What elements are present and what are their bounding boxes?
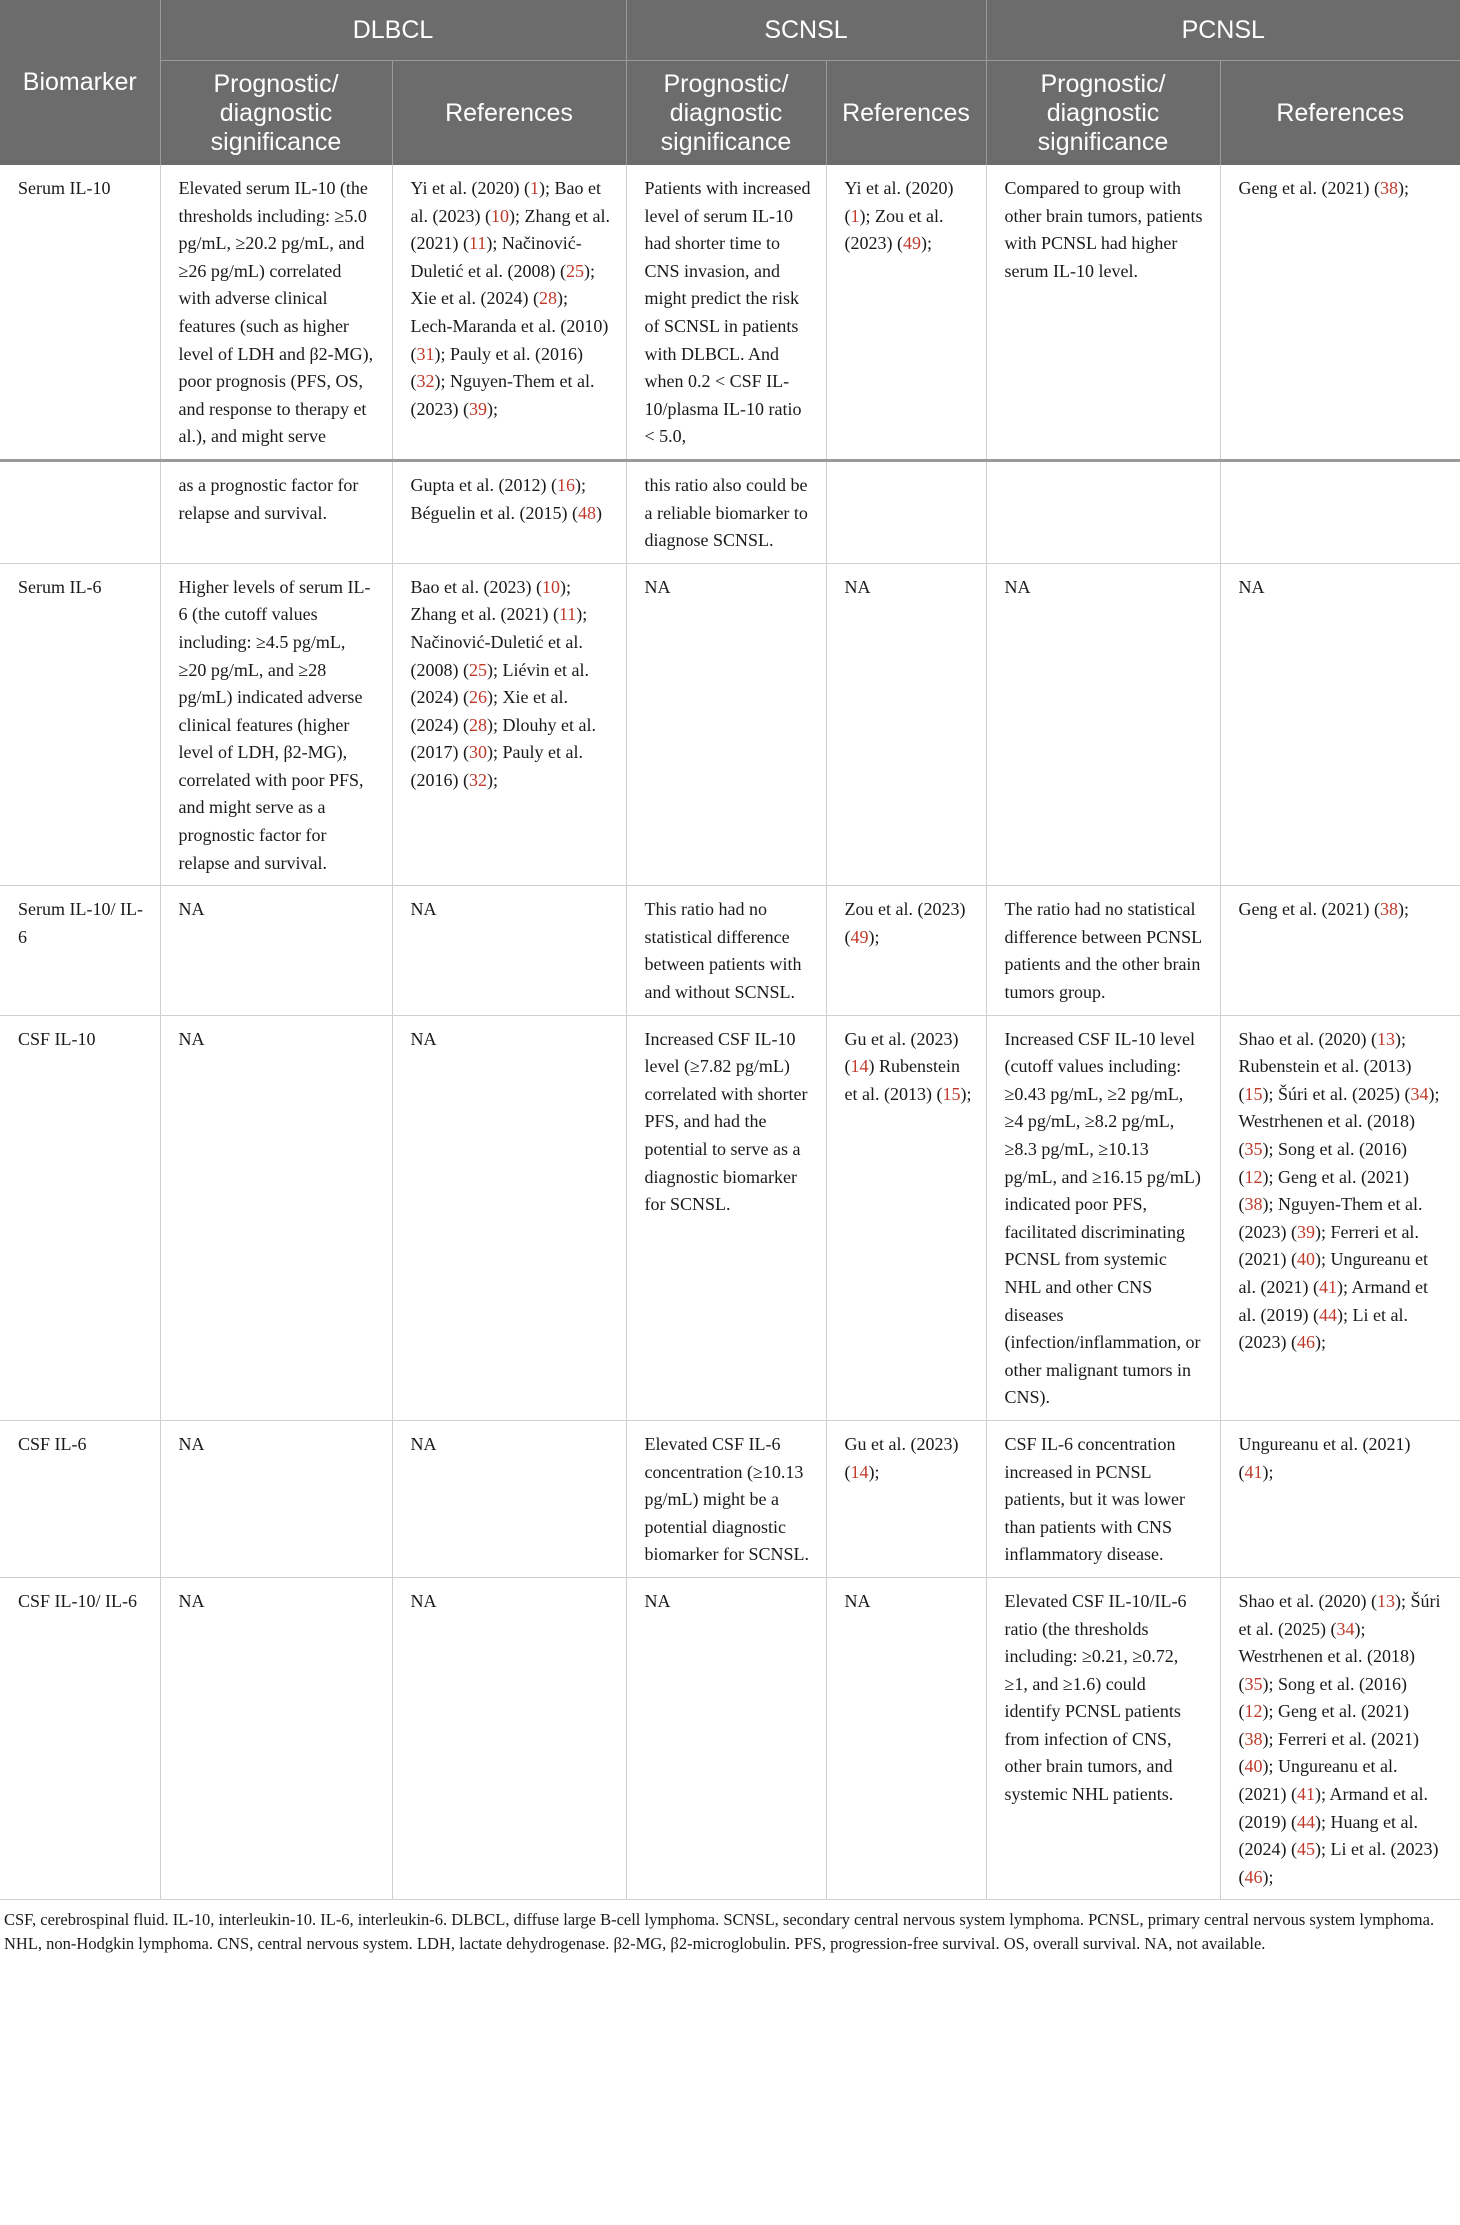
reference-text: Geng et al. (2021) ( <box>1238 1166 1409 1215</box>
reference-text: Dlouhy et al. (2017) ( <box>410 714 596 763</box>
reference-end: ); <box>1314 1784 1326 1805</box>
reference-number-link[interactable]: 10 <box>490 205 509 226</box>
reference-end: ); <box>1262 1461 1274 1482</box>
reference-entry <box>1239 899 1409 919</box>
reference-text: Yi et al. (2020) ( <box>844 178 954 226</box>
reference-text: Bao et al. (2023) ( <box>410 178 601 226</box>
reference-end: ); <box>1314 1332 1326 1353</box>
reference-number-link[interactable]: 38 <box>1379 899 1398 920</box>
reference-text: Shao et al. (2020) ( <box>1238 1590 1377 1611</box>
reference-text: Li et al. (2023) ( <box>1238 1839 1439 1887</box>
table-header <box>0 0 1460 165</box>
cell-biomarker <box>0 460 160 563</box>
reference-text: Song et al. (2016) ( <box>1238 1139 1407 1187</box>
reference-text: Načinović-Duletić et al. (2008) ( <box>410 233 582 281</box>
cell-scnsl-significance: this ratio also could be a reliable biomarker to diagnose SCNSL. <box>626 460 826 563</box>
reference-na: NA <box>410 1028 437 1049</box>
reference-text: Huang et al. (2024) ( <box>1238 1811 1418 1860</box>
reference-entry <box>845 1434 959 1482</box>
reference-end: ); <box>1262 1194 1274 1215</box>
reference-end: ); <box>868 926 880 947</box>
reference-end: ); <box>486 687 498 708</box>
reference-number-link[interactable]: 48 <box>577 502 596 523</box>
reference-entry <box>411 503 602 523</box>
reference-number-link[interactable]: 41 <box>1244 1461 1263 1482</box>
reference-end: ); <box>1354 1618 1366 1639</box>
cell-scnsl-significance: Elevated CSF IL-6 concentration (≥10.13 pg/mL) might be a potential diagnostic biomarker for SCNSL. <box>626 1420 826 1577</box>
reference-number-link[interactable]: 13 <box>1376 1590 1395 1611</box>
cell-biomarker: Serum IL-10 <box>0 165 160 460</box>
reference-end: ); <box>1262 1083 1274 1104</box>
reference-number-link[interactable]: 15 <box>1244 1083 1263 1104</box>
reference-number-link[interactable]: 14 <box>850 1056 869 1077</box>
reference-number-link[interactable]: 12 <box>1244 1166 1263 1187</box>
cell-dlbcl-references <box>392 1577 626 1900</box>
reference-entry <box>411 475 586 495</box>
cell-pcnsl-references <box>1220 886 1460 1015</box>
reference-number-link[interactable]: 1 <box>850 205 860 226</box>
reference-end: ); <box>574 474 586 495</box>
reference-end: ) <box>595 502 602 523</box>
table-row <box>0 563 1460 886</box>
cell-pcnsl-references <box>1220 1015 1460 1420</box>
cell-scnsl-references <box>826 1577 986 1900</box>
reference-text: Ungureanu et al. (2021) ( <box>1238 1756 1398 1805</box>
reference-number-link[interactable]: 14 <box>850 1461 869 1482</box>
reference-text: Geng et al. (2021) ( <box>1238 899 1380 920</box>
reference-number-link[interactable]: 11 <box>468 233 487 254</box>
table-row <box>0 460 1460 563</box>
reference-text: Šúri et al. (2025) ( <box>1238 1590 1441 1639</box>
reference-number-link[interactable]: 16 <box>556 474 575 495</box>
reference-end: ); <box>538 178 550 198</box>
reference-number-link[interactable]: 46 <box>1244 1866 1263 1887</box>
reference-number-link[interactable]: 40 <box>1296 1249 1315 1270</box>
cell-scnsl-significance: Increased CSF IL-10 level (≥7.82 pg/mL) correlated with shorter PFS, and had the potential to serve as a diagnostic biomarker for SCNSL. <box>626 1015 826 1420</box>
cell-pcnsl-significance: CSF IL-6 concentration increased in PCNSL patients, but it was lower than patients with CNS inflammatory disease. <box>986 1420 1220 1577</box>
cell-dlbcl-significance: Elevated serum IL-10 (the thresholds including: ≥5.0 pg/mL, ≥20.2 pg/mL, and ≥26 pg/mL) correlated with adverse clinical features (such as higher level of LDH and β2-MG), poor prognosis (PFS, OS, and response to therapy et al.), and might serve <box>160 165 392 460</box>
cell-scnsl-references <box>826 1015 986 1420</box>
cell-scnsl-significance: Patients with increased level of serum IL-10 had shorter time to CNS invasion, and might predict the risk of SCNSL in patients with DLBCL. And when 0.2 < CSF IL-10/plasma IL-10 ratio < 5.0, <box>626 165 826 460</box>
table-row <box>0 1420 1460 1577</box>
reference-number-link[interactable]: 38 <box>1244 1194 1263 1215</box>
reference-end: ); <box>960 1083 972 1104</box>
reference-number-link[interactable]: 13 <box>1376 1028 1395 1049</box>
reference-end: ); <box>1262 1166 1274 1187</box>
reference-text: Lech-Maranda et al. (2010) ( <box>410 315 609 364</box>
reference-text: Béguelin et al. (2015) ( <box>410 502 578 523</box>
cell-pcnsl-significance <box>986 460 1220 563</box>
reference-number-link[interactable]: 49 <box>902 233 921 254</box>
reference-entry <box>1239 1434 1411 1482</box>
reference-number-link[interactable]: 45 <box>1296 1839 1315 1860</box>
reference-end: ); <box>556 288 568 309</box>
reference-end: ); <box>486 233 498 254</box>
cell-dlbcl-references <box>392 886 626 1015</box>
reference-text: Gu et al. (2023) ( <box>844 1028 959 1077</box>
reference-number-link[interactable]: 34 <box>1410 1083 1429 1104</box>
reference-text: Song et al. (2016) ( <box>1238 1673 1407 1722</box>
cell-pcnsl-references <box>1220 563 1460 886</box>
reference-entry <box>411 604 588 624</box>
reference-text: Zou et al. (2023) ( <box>844 899 966 947</box>
reference-entry <box>411 178 550 198</box>
reference-entry <box>1239 1591 1406 1611</box>
reference-end: ); <box>486 769 498 790</box>
reference-text: Pauly et al. (2016) ( <box>410 742 583 790</box>
reference-text: Geng et al. (2021) ( <box>1238 1701 1409 1749</box>
cell-pcnsl-significance: The ratio had no statistical difference between PCNSL patients and the other brain tumors group. <box>986 886 1220 1015</box>
reference-end: ); <box>1262 1728 1274 1749</box>
reference-number-link[interactable]: 41 <box>1318 1276 1337 1297</box>
reference-text: Rubenstein et al. (2013) ( <box>844 1056 960 1104</box>
cell-dlbcl-significance: NA <box>160 886 392 1015</box>
reference-number-link[interactable]: 28 <box>538 288 557 309</box>
header-pcnsl-references: References <box>1220 61 1460 166</box>
cell-scnsl-references <box>826 886 986 1015</box>
reference-end: ); <box>1262 1866 1274 1887</box>
reference-number-link[interactable]: 38 <box>1244 1728 1263 1749</box>
cell-scnsl-references <box>826 563 986 886</box>
reference-entry <box>1239 178 1409 198</box>
reference-entry <box>411 288 568 308</box>
reference-number-link[interactable]: 1 <box>529 178 539 198</box>
reference-number-link[interactable]: 41 <box>1296 1784 1315 1805</box>
reference-text: Xie et al. (2024) ( <box>410 687 568 735</box>
cell-dlbcl-significance: NA <box>160 1577 392 1900</box>
reference-text: Yi et al. (2020) ( <box>410 178 530 198</box>
reference-text: Ungureanu et al. (2021) ( <box>1238 1249 1428 1297</box>
table-footnote: CSF, cerebrospinal fluid. IL-10, interleukin-10. IL-6, interleukin-6. DLBCL, diffuse large B-cell lymphoma. SCNSL, secondary central nervous system lymphoma. PCNSL, primary central nervous system lymphoma. NHL, non-Hodgkin lymphoma. CNS, central nervous system. LDH, lactate dehydrogenase. β2-MG, β2-microglobulin. PFS, progression-free survival. OS, overall survival. NA, not available. <box>4 1910 1435 1954</box>
cell-pcnsl-references <box>1220 460 1460 563</box>
reference-end: ); <box>559 576 571 597</box>
reference-end: ); <box>1262 1673 1274 1694</box>
reference-text: Geng et al. (2021) ( <box>1238 178 1380 198</box>
cell-pcnsl-references <box>1220 1577 1460 1900</box>
reference-text: Zhang et al. (2021) ( <box>410 604 559 625</box>
reference-text: Zhang et al. (2021) ( <box>410 205 610 254</box>
reference-text: Westrhenen et al. (2018) ( <box>1238 1111 1415 1159</box>
header-dlbcl-significance: Prognostic/ diagnostic significance <box>160 61 392 166</box>
reference-text: Armand et al. (2019) ( <box>1238 1276 1428 1325</box>
reference-end: ); <box>1314 1839 1326 1860</box>
reference-number-link[interactable]: 38 <box>1379 178 1398 198</box>
cell-pcnsl-significance: NA <box>986 563 1220 886</box>
reference-end: ); <box>1336 1304 1348 1325</box>
table-row <box>0 1577 1460 1900</box>
cell-dlbcl-significance: NA <box>160 1420 392 1577</box>
cell-dlbcl-references <box>392 165 626 460</box>
reference-entry <box>1239 1029 1406 1049</box>
reference-number-link[interactable]: 25 <box>565 260 584 281</box>
reference-number-link[interactable]: 32 <box>468 769 487 790</box>
reference-text: Šúri et al. (2025) ( <box>1278 1083 1411 1104</box>
cell-biomarker: Serum IL-10/ IL-6 <box>0 886 160 1015</box>
header-group-scnsl: SCNSL <box>626 0 986 61</box>
reference-end: ); <box>486 742 498 763</box>
cell-scnsl-references <box>826 1420 986 1577</box>
cell-pcnsl-references <box>1220 165 1460 460</box>
header-scnsl-references: References <box>826 61 986 166</box>
reference-text: Ferreri et al. (2021) ( <box>1238 1728 1419 1777</box>
cell-scnsl-references <box>826 165 986 460</box>
reference-na: NA <box>1238 576 1265 597</box>
reference-number-link[interactable]: 40 <box>1244 1756 1263 1777</box>
header-scnsl-significance: Prognostic/ diagnostic significance <box>626 61 826 166</box>
reference-number-link[interactable]: 32 <box>416 371 435 392</box>
reference-end: ); <box>1336 1276 1348 1297</box>
reference-end: ); <box>508 205 520 226</box>
reference-number-link[interactable]: 31 <box>416 343 435 364</box>
reference-number-link[interactable]: 39 <box>468 398 487 419</box>
cell-dlbcl-significance: Higher levels of serum IL-6 (the cutoff values including: ≥4.5 pg/mL, ≥20 pg/mL, and ≥28 pg/mL) indicated adverse clinical features (higher level of LDH, β2-MG), correlated with poor PFS, and might serve as a prognostic factor for relapse and survival. <box>160 563 392 886</box>
reference-end: ); <box>1314 1221 1326 1242</box>
reference-na: NA <box>844 576 871 597</box>
reference-number-link[interactable]: 46 <box>1296 1332 1315 1353</box>
reference-end: ); <box>583 260 595 281</box>
cell-dlbcl-references <box>392 563 626 886</box>
reference-end: ) <box>868 1056 875 1077</box>
reference-number-link[interactable]: 12 <box>1244 1701 1263 1722</box>
cell-biomarker: CSF IL-10/ IL-6 <box>0 1577 160 1900</box>
cell-scnsl-significance: NA <box>626 1577 826 1900</box>
reference-end: ); <box>1397 899 1409 920</box>
reference-end: ); <box>1394 1590 1406 1611</box>
reference-end: ); <box>576 604 588 625</box>
reference-number-link[interactable]: 26 <box>468 687 487 708</box>
reference-entry <box>411 577 571 597</box>
reference-text: Armand et al. (2019) ( <box>1238 1784 1428 1832</box>
cell-pcnsl-significance: Increased CSF IL-10 level (cutoff values including: ≥0.43 pg/mL, ≥2 pg/mL, ≥4 pg/mL, ≥8.2 pg/mL, ≥8.3 pg/mL, ≥10.13 pg/mL, and ≥16.15 pg/mL) indicated poor PFS, facilitated discriminating PCNSL from systemic NHL and other CNS diseases (infection/inflammation, or other malignant tumors in CNS). <box>986 1015 1220 1420</box>
reference-number-link[interactable]: 44 <box>1318 1304 1337 1325</box>
header-dlbcl-references: References <box>392 61 626 166</box>
reference-na: NA <box>410 1433 437 1454</box>
cell-dlbcl-references <box>392 460 626 563</box>
cell-scnsl-references <box>826 460 986 563</box>
header-biomarker: Biomarker <box>0 0 160 165</box>
reference-text: Pauly et al. (2016) ( <box>410 343 583 392</box>
reference-number-link[interactable]: 44 <box>1296 1811 1315 1832</box>
reference-text: Ferreri et al. (2021) ( <box>1238 1221 1419 1270</box>
reference-na: NA <box>844 1590 871 1611</box>
cell-dlbcl-significance: NA <box>160 1015 392 1420</box>
cell-pcnsl-significance: Elevated CSF IL-10/IL-6 ratio (the thresholds including: ≥0.21, ≥0.72, ≥1, and ≥1.6) could identify PCNSL patients from infection of CNS, other brain tumors, and systemic NHL patients. <box>986 1577 1220 1900</box>
reference-text: Gu et al. (2023) ( <box>844 1433 959 1482</box>
reference-number-link[interactable]: 39 <box>1296 1221 1315 1242</box>
reference-text: Nguyen-Them et al. (2023) ( <box>1238 1194 1423 1242</box>
cell-dlbcl-references <box>392 1015 626 1420</box>
reference-number-link[interactable]: 49 <box>850 926 869 947</box>
cell-biomarker: CSF IL-6 <box>0 1420 160 1577</box>
reference-number-link[interactable]: 30 <box>468 742 487 763</box>
reference-end: ); <box>434 343 446 364</box>
reference-end: ); <box>1314 1249 1326 1270</box>
reference-entry <box>845 899 966 947</box>
reference-end: ); <box>1314 1811 1326 1832</box>
reference-end: ); <box>868 1461 880 1482</box>
table-row <box>0 1015 1460 1420</box>
reference-end: ); <box>486 659 498 680</box>
reference-number-link[interactable]: 28 <box>468 714 487 735</box>
table-row <box>0 886 1460 1015</box>
reference-entry <box>1278 1084 1439 1104</box>
cell-pcnsl-references <box>1220 1420 1460 1577</box>
table-body <box>0 165 1460 1900</box>
reference-number-link[interactable]: 10 <box>541 576 560 597</box>
cell-scnsl-significance: NA <box>626 563 826 886</box>
reference-end: ); <box>920 233 932 254</box>
reference-number-link[interactable]: 34 <box>1336 1618 1355 1639</box>
reference-text: Li et al. (2023) ( <box>1238 1304 1408 1353</box>
table-row <box>0 165 1460 460</box>
cell-pcnsl-significance: Compared to group with other brain tumors, patients with PCNSL had higher serum IL-10 level. <box>986 165 1220 460</box>
cell-dlbcl-references <box>392 1420 626 1577</box>
reference-end: ); <box>1394 1028 1406 1049</box>
reference-end: ); <box>859 205 871 226</box>
reference-text: Nguyen-Them et al. (2023) ( <box>410 371 595 419</box>
reference-number-link[interactable]: 25 <box>468 659 487 680</box>
cell-dlbcl-significance: as a prognostic factor for relapse and survival. <box>160 460 392 563</box>
header-group-dlbcl: DLBCL <box>160 0 626 61</box>
reference-number-link[interactable]: 35 <box>1244 1139 1263 1159</box>
header-pcnsl-significance: Prognostic/ diagnostic significance <box>986 61 1220 166</box>
reference-text: Shao et al. (2020) ( <box>1238 1028 1377 1049</box>
reference-text: Gupta et al. (2012) ( <box>410 474 557 495</box>
reference-end: ); <box>1262 1701 1274 1722</box>
reference-text: Zou et al. (2023) ( <box>844 205 944 254</box>
reference-end: ); <box>434 371 446 392</box>
cell-scnsl-significance: This ratio had no statistical difference between patients with and without SCNSL. <box>626 886 826 1015</box>
reference-end: ); <box>1428 1083 1440 1104</box>
reference-end: ); <box>1262 1756 1274 1777</box>
cell-biomarker: CSF IL-10 <box>0 1015 160 1420</box>
reference-end: ); <box>486 398 498 419</box>
reference-number-link[interactable]: 35 <box>1244 1673 1263 1694</box>
cell-biomarker: Serum IL-6 <box>0 563 160 886</box>
reference-text: Ungureanu et al. (2021) ( <box>1238 1433 1411 1482</box>
reference-na: NA <box>410 1590 437 1611</box>
reference-number-link[interactable]: 11 <box>558 604 577 625</box>
reference-na: NA <box>410 899 437 920</box>
reference-text: Rubenstein et al. (2013) ( <box>1238 1056 1412 1104</box>
reference-text: Xie et al. (2024) ( <box>410 288 539 309</box>
header-group-pcnsl: PCNSL <box>986 0 1460 61</box>
reference-number-link[interactable]: 15 <box>942 1083 961 1104</box>
reference-end: ); <box>1397 178 1409 198</box>
reference-end: ); <box>486 714 498 735</box>
reference-text: Westrhenen et al. (2018) ( <box>1238 1646 1415 1694</box>
reference-end: ); <box>1262 1139 1274 1159</box>
reference-text: Liévin et al. (2024) ( <box>410 659 589 708</box>
reference-text: Načinović-Duletić et al. (2008) ( <box>410 631 583 680</box>
reference-text: Bao et al. (2023) ( <box>410 576 542 597</box>
